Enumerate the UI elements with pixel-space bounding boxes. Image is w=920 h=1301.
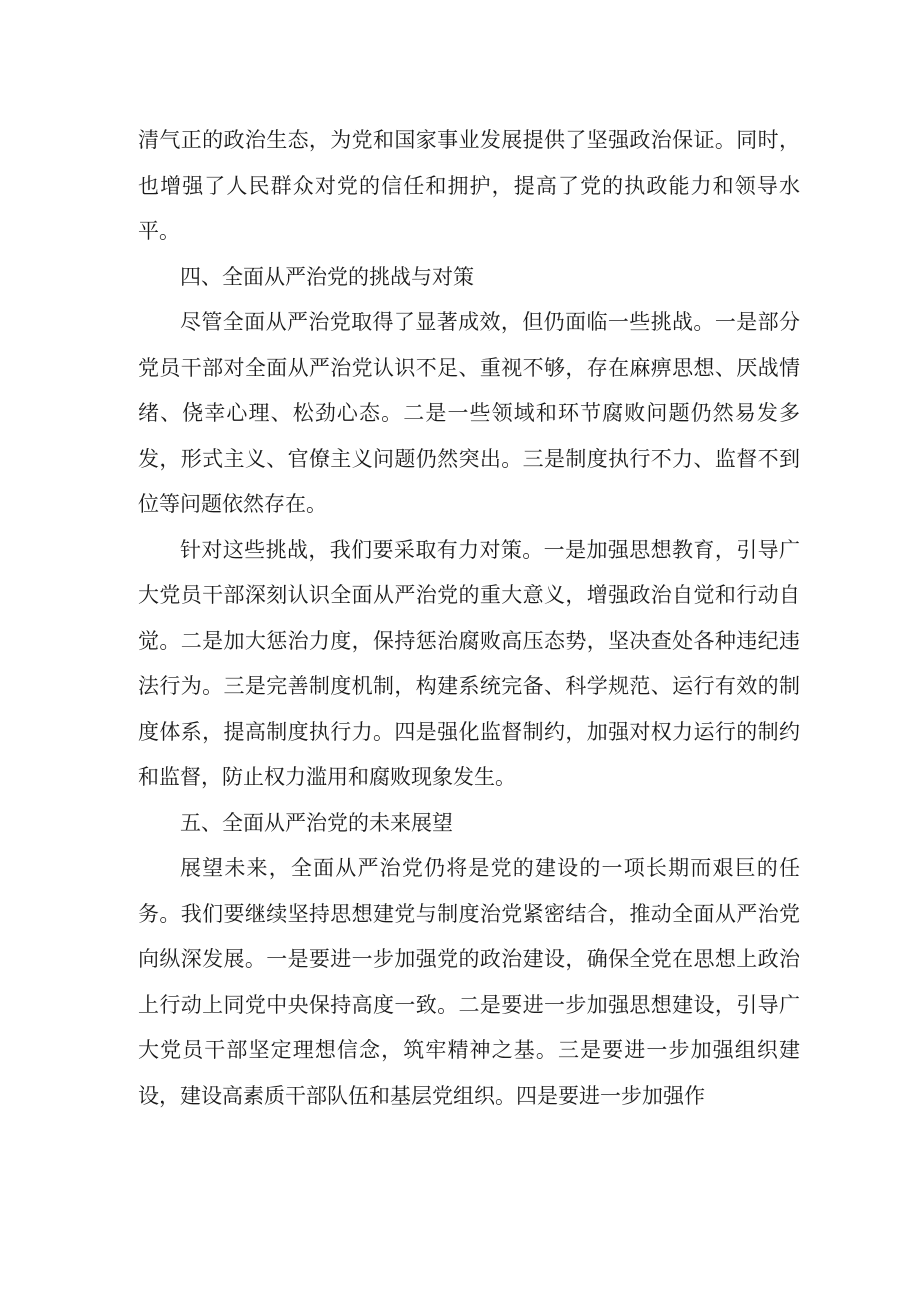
document-body [138,118,800,1119]
outlook-paragraph: 展望未来，全面从严治党仍将是党的建设的一项长期而艰巨的任务。我们要继续坚持思想建党与制度治党紧密结合，推动全面从严治党向纵深发展。一是要进一步加强党的政治建设，确保全党在思想上政治上行动上同党中央保持高度一致。二是要进一步加强思想建设，引导广大党员干部坚定理想信念，筑牢精神之基。三是要进一步加强组织建设，建设高素质干部队伍和基层党组织。四是要进一步加强作 [138,856,800,1108]
section-heading-outlook: 五、全面从严治党的未来展望 [180,810,453,835]
continuation-paragraph: 清气正的政治生态，为党和国家事业发展提供了坚强政治保证。同时，也增强了人民群众对党的信任和拥护，提高了党的执政能力和领导水平。 [138,128,800,243]
section-heading-challenges: 四、全面从严治党的挑战与对策 [180,264,474,289]
countermeasures-paragraph: 针对这些挑战，我们要采取有力对策。一是加强思想教育，引导广大党员干部深刻认识全面从严治党的重大意义，增强政治自觉和行动自觉。二是加大惩治力度，保持惩治腐败高压态势，坚决查处各种违纪违法行为。三是完善制度机制，构建系统完备、科学规范、运行有效的制度体系，提高制度执行力。四是强化监督制约，加强对权力运行的制约和监督，防止权力滥用和腐败现象发生。 [138,537,800,789]
challenges-paragraph: 尽管全面从严治党取得了显著成效，但仍面临一些挑战。一是部分党员干部对全面从严治党认识不足、重视不够，存在麻痹思想、厌战情绪、侥幸心理、松劲心态。二是一些领域和环节腐败问题仍然易发多发，形式主义、官僚主义问题仍然突出。三是制度执行不力、监督不到位等问题依然存在。 [138,310,800,516]
